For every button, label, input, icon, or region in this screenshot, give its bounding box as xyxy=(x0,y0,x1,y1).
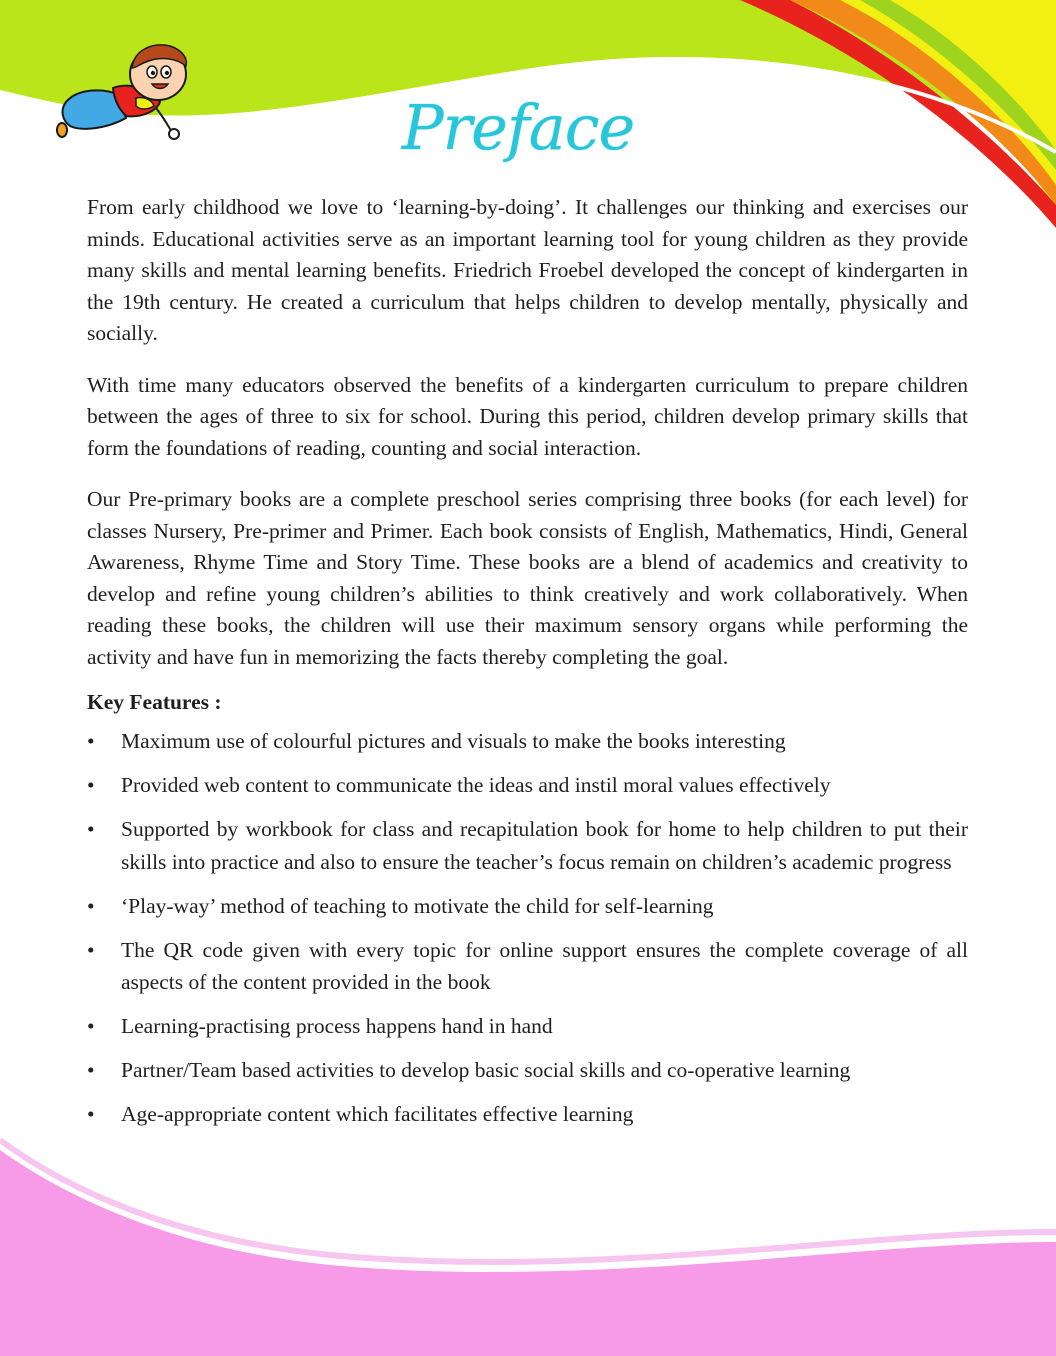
feature-text: Age-appropriate content which facilitates effective learning xyxy=(121,1102,634,1126)
list-item xyxy=(87,1054,968,1087)
list-item xyxy=(87,769,968,802)
page-title: Preface xyxy=(401,91,635,164)
feature-text: Partner/Team based activities to develop basic social skills and co-operative learning xyxy=(121,1058,851,1082)
paragraph-curriculum: With time many educators observed the benefits of a kindergarten curriculum to prepare children between the ages of three to six for school. During this period, children develop primary skills that form the foundations of reading, counting and social interaction. xyxy=(87,372,968,460)
mascot-arm xyxy=(156,108,172,132)
feature-text: The QR code given with every topic for online support ensures the complete coverage of all aspects of the content provided in the book xyxy=(121,937,968,994)
mascot-shoe xyxy=(57,123,67,137)
mascot-pupil-left xyxy=(151,71,155,75)
bullet-icon: • xyxy=(87,1102,95,1126)
bullet-icon: • xyxy=(87,1058,95,1082)
list-item xyxy=(87,725,968,758)
bullet-icon: • xyxy=(87,1014,95,1038)
bullet-icon: • xyxy=(87,773,95,797)
key-features-list xyxy=(87,725,968,1131)
feature-text: ‘Play-way’ method of teaching to motivate the child for self-learning xyxy=(121,893,714,918)
bullet-icon: • xyxy=(87,817,95,841)
preface-body xyxy=(87,192,968,1142)
list-item xyxy=(87,934,968,999)
bullet-icon: • xyxy=(87,729,95,753)
feature-text: Maximum use of colourful pictures and visuals to make the books interesting xyxy=(121,729,786,753)
paragraph-series: Our Pre-primary books are a complete preschool series comprising three books (for each level) for classes Nursery, Pre-primer and Primer. Each book consists of English, Mathematics, Hindi, General Awareness, Rhyme Time and Story Time. These books are a blend of academics and creativity to develop and refine young children’s abilities to think creatively and work collaboratively. When reading these books, the children will use their maximum sensory organs while performing the activity and have fun in memorizing the facts thereby completing the goal. xyxy=(87,487,968,669)
mascot-pupil-right xyxy=(165,71,169,75)
crawling-boy-illustration xyxy=(48,40,198,145)
bullet-icon: • xyxy=(87,893,95,918)
bullet-icon: • xyxy=(87,937,95,962)
paragraph-intro: From early childhood we love to ‘learning-by-doing’. It challenges our thinking and exercises our minds. Educational activities serve as an important learning tool for young children as they provide many skills and mental learning benefits. Friedrich Froebel developed the concept of kindergarten in the 19th century. He created a curriculum that helps children to develop mentally, physically and socially. xyxy=(87,195,968,345)
mascot-hand xyxy=(169,129,179,139)
key-features-heading: Key Features : xyxy=(87,690,222,714)
list-item xyxy=(87,1010,968,1043)
list-item xyxy=(87,813,968,878)
feature-text: Provided web content to communicate the ideas and instil moral values effectively xyxy=(121,773,831,797)
feature-text: Learning-practising process happens hand in hand xyxy=(121,1014,553,1038)
feature-text: Supported by workbook for class and recapitulation book for home to help children to put their skills into practice and also to ensure the teacher’s focus remain on children’s academic progress xyxy=(121,817,968,874)
list-item xyxy=(87,1098,968,1131)
bottom-pink-wave xyxy=(0,1150,1056,1356)
list-item xyxy=(87,890,968,923)
